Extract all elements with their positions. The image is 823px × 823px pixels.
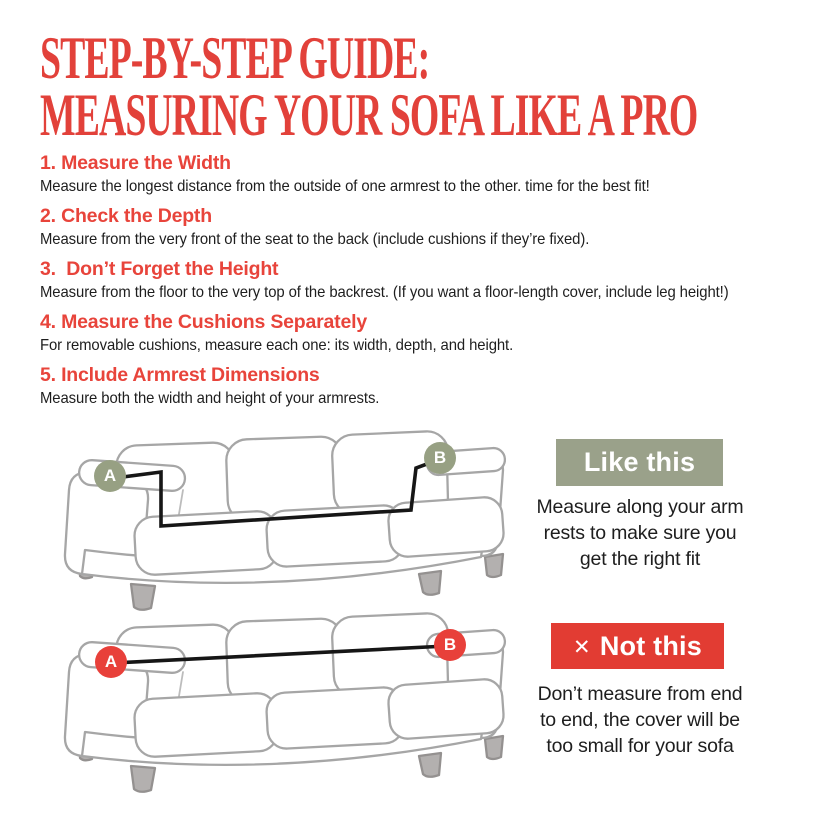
- marker-a: [95, 646, 127, 678]
- steps-list: [40, 152, 810, 417]
- page-title: [40, 25, 823, 148]
- step-4: [40, 311, 810, 356]
- not-caption-line-1: Don’t measure from end: [537, 683, 743, 705]
- marker-a-label: A: [104, 652, 118, 671]
- not-this-badge: [551, 623, 724, 669]
- marker-a: [94, 460, 126, 492]
- sofa-diagram-wrong: [33, 608, 533, 800]
- sofa-illustration: [33, 426, 533, 618]
- step-1-heading: 1. Measure the Width: [40, 152, 231, 174]
- step-5-body: Measure both the width and height of your armrests.: [40, 390, 380, 407]
- step-2-body: Measure from the very front of the seat to the back (include cushions if they’re fixed).: [40, 231, 590, 248]
- marker-b: [434, 629, 466, 661]
- like-caption-line-1: Measure along your arm: [536, 496, 744, 518]
- sofa-diagram-correct: [33, 426, 533, 618]
- not-this-badge-label: Not this: [599, 630, 702, 661]
- step-5: [40, 364, 810, 409]
- like-this-badge: [556, 439, 723, 486]
- not-caption-line-3: too small for your sofa: [546, 735, 734, 757]
- not-caption-line-2: to end, the cover will be: [540, 709, 740, 731]
- step-3-body: Measure from the floor to the very top of the backrest. (If you want a floor-length cover, include leg height!): [40, 284, 729, 301]
- step-3-heading: 3. Don’t Forget the Height: [40, 258, 279, 280]
- marker-b-label: B: [433, 448, 447, 467]
- title-line-1: STEP-BY-STEP GUIDE:: [40, 25, 430, 91]
- step-4-heading: 4. Measure the Cushions Separately: [40, 311, 367, 333]
- marker-b-label: B: [443, 635, 457, 654]
- like-this-caption: [528, 494, 752, 572]
- step-5-heading: 5. Include Armrest Dimensions: [40, 364, 320, 386]
- like-caption-line-3: get the right fit: [579, 548, 701, 570]
- step-2-heading: 2. Check the Depth: [40, 205, 212, 227]
- title-line-2: MEASURING YOUR SOFA LIKE A PRO: [40, 82, 698, 148]
- step-3: [40, 258, 810, 303]
- not-this-caption: [524, 681, 756, 759]
- step-2: [40, 205, 810, 250]
- like-this-badge-label: Like this: [583, 447, 696, 477]
- like-caption-line-2: rests to make sure you: [543, 522, 737, 544]
- step-1-body: Measure the longest distance from the outside of one armrest to the other. time for the best fit!: [40, 178, 650, 195]
- marker-b: [424, 442, 456, 474]
- step-4-body: For removable cushions, measure each one: its width, depth, and height.: [40, 337, 514, 354]
- step-1: [40, 152, 810, 197]
- x-icon: ✕: [573, 635, 591, 659]
- marker-a-label: A: [103, 466, 117, 485]
